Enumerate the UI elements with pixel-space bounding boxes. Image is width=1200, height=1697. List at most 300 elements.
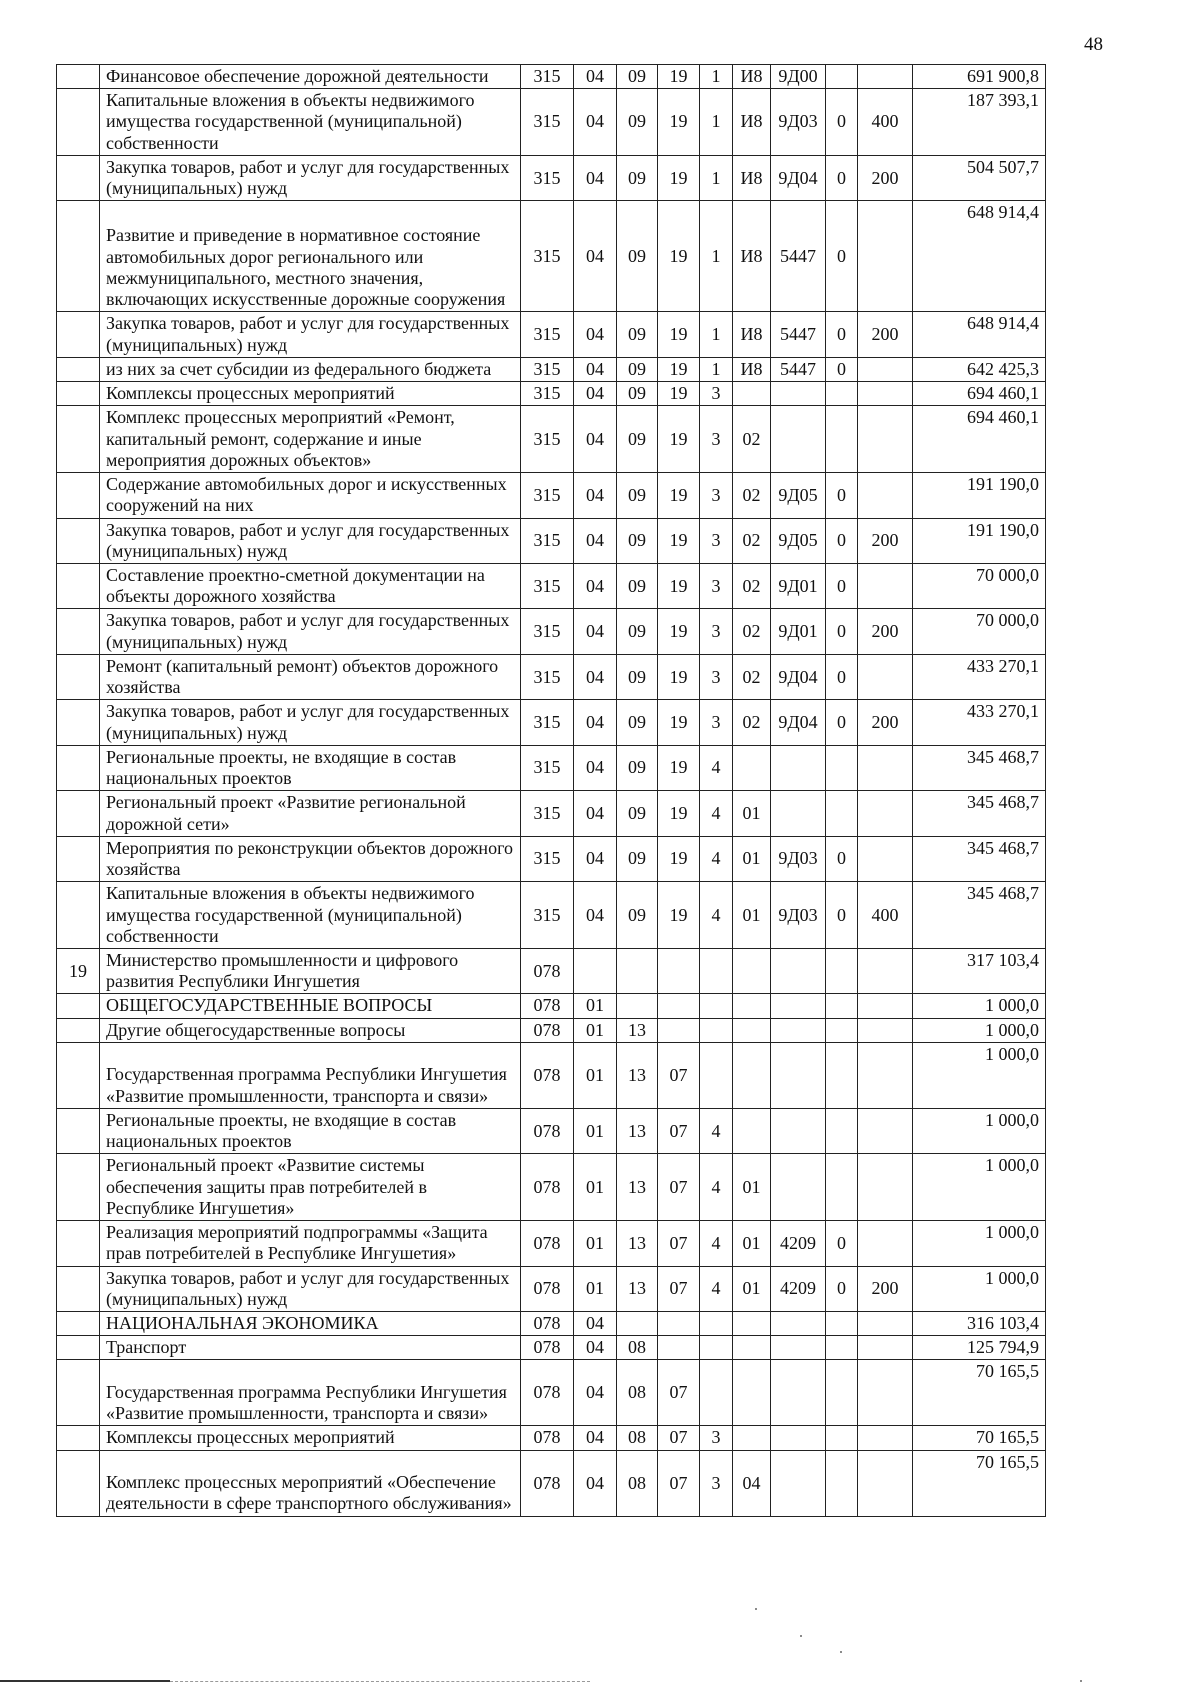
code-direction	[771, 1154, 826, 1221]
code-subsection: 09	[617, 357, 658, 381]
footer-dashed-rule	[170, 1681, 590, 1682]
code-ministry: 315	[521, 791, 574, 836]
code-program: 19	[658, 357, 700, 381]
code-subsection: 13	[617, 1266, 658, 1311]
row-name: НАЦИОНАЛЬНАЯ ЭКОНОМИКА	[100, 1312, 521, 1336]
code-section: 04	[574, 312, 617, 357]
code-project: 02	[733, 700, 771, 745]
row-amount: 642 425,3	[913, 357, 1046, 381]
code-expense-type	[858, 357, 913, 381]
code-subsection: 09	[617, 382, 658, 406]
code-element	[826, 1450, 858, 1516]
code-element	[826, 1426, 858, 1450]
table-row	[57, 1108, 1046, 1153]
budget-table	[56, 64, 1046, 1517]
row-number	[57, 406, 100, 473]
code-project: И8	[733, 357, 771, 381]
code-program: 19	[658, 473, 700, 518]
row-name: Содержание автомобильных дорог и искусственных сооружений на них	[100, 473, 521, 518]
code-subprogram: 1	[700, 155, 733, 200]
code-project: 01	[733, 836, 771, 881]
code-direction: 5447	[771, 312, 826, 357]
table-row	[57, 406, 1046, 473]
code-direction: 5447	[771, 201, 826, 312]
code-program: 19	[658, 89, 700, 156]
code-subsection: 09	[617, 745, 658, 790]
code-ministry: 315	[521, 518, 574, 563]
code-ministry: 315	[521, 201, 574, 312]
row-number	[57, 654, 100, 699]
row-name: Комплексы процессных мероприятий	[100, 1426, 521, 1450]
code-ministry: 078	[521, 1221, 574, 1266]
code-subprogram	[700, 994, 733, 1018]
code-expense-type	[858, 745, 913, 790]
code-direction	[771, 1042, 826, 1108]
code-subprogram: 3	[700, 1426, 733, 1450]
table-row	[57, 700, 1046, 745]
code-ministry: 078	[521, 1018, 574, 1042]
code-section: 04	[574, 65, 617, 89]
code-ministry: 315	[521, 382, 574, 406]
code-expense-type: 200	[858, 609, 913, 654]
table-row	[57, 1018, 1046, 1042]
row-number	[57, 201, 100, 312]
row-amount: 1 000,0	[913, 1042, 1046, 1108]
code-subsection: 13	[617, 1221, 658, 1266]
code-subprogram: 3	[700, 1450, 733, 1516]
code-subsection: 09	[617, 155, 658, 200]
row-name: Транспорт	[100, 1336, 521, 1360]
code-program: 19	[658, 882, 700, 949]
code-program: 07	[658, 1266, 700, 1311]
code-project	[733, 1360, 771, 1426]
code-subsection: 09	[617, 836, 658, 881]
row-name: Закупка товаров, работ и услуг для государственных (муниципальных) нужд	[100, 609, 521, 654]
code-ministry: 078	[521, 994, 574, 1018]
code-direction: 9Д03	[771, 89, 826, 156]
code-subprogram: 4	[700, 882, 733, 949]
code-project: И8	[733, 155, 771, 200]
code-section: 01	[574, 1018, 617, 1042]
code-program	[658, 1312, 700, 1336]
code-section: 04	[574, 1336, 617, 1360]
code-expense-type	[858, 1426, 913, 1450]
code-program: 19	[658, 201, 700, 312]
code-direction: 5447	[771, 357, 826, 381]
code-direction: 9Д00	[771, 65, 826, 89]
code-element	[826, 65, 858, 89]
code-program	[658, 948, 700, 993]
code-project: 01	[733, 1266, 771, 1311]
code-ministry: 315	[521, 563, 574, 608]
code-expense-type	[858, 65, 913, 89]
row-number	[57, 89, 100, 156]
row-amount: 345 468,7	[913, 836, 1046, 881]
row-amount: 1 000,0	[913, 1108, 1046, 1153]
code-subprogram: 3	[700, 700, 733, 745]
row-amount: 317 103,4	[913, 948, 1046, 993]
code-section: 04	[574, 791, 617, 836]
row-name: из них за счет субсидии из федерального бюджета	[100, 357, 521, 381]
code-subprogram	[700, 1042, 733, 1108]
code-direction: 9Д03	[771, 836, 826, 881]
table-row	[57, 836, 1046, 881]
code-subprogram	[700, 1336, 733, 1360]
code-project: 01	[733, 1221, 771, 1266]
code-subsection: 09	[617, 609, 658, 654]
row-amount: 648 914,4	[913, 201, 1046, 312]
row-name: Мероприятия по реконструкции объектов дорожного хозяйства	[100, 836, 521, 881]
code-element	[826, 1018, 858, 1042]
code-expense-type	[858, 563, 913, 608]
table-row	[57, 654, 1046, 699]
code-subsection: 08	[617, 1450, 658, 1516]
code-expense-type: 200	[858, 518, 913, 563]
code-ministry: 315	[521, 65, 574, 89]
code-subprogram: 1	[700, 65, 733, 89]
code-expense-type: 400	[858, 882, 913, 949]
row-name: Закупка товаров, работ и услуг для государственных (муниципальных) нужд	[100, 700, 521, 745]
code-section: 04	[574, 745, 617, 790]
code-section: 04	[574, 201, 617, 312]
row-name: Финансовое обеспечение дорожной деятельности	[100, 65, 521, 89]
row-number	[57, 1266, 100, 1311]
code-expense-type	[858, 406, 913, 473]
row-name: Закупка товаров, работ и услуг для государственных (муниципальных) нужд	[100, 518, 521, 563]
code-section: 04	[574, 563, 617, 608]
row-name: Закупка товаров, работ и услуг для государственных (муниципальных) нужд	[100, 312, 521, 357]
code-element: 0	[826, 89, 858, 156]
code-element: 0	[826, 654, 858, 699]
row-amount: 691 900,8	[913, 65, 1046, 89]
code-element	[826, 948, 858, 993]
row-name: Комплекс процессных мероприятий «Ремонт, капитальный ремонт, содержание и иные мероприятия дорожных объектов»	[100, 406, 521, 473]
row-amount: 433 270,1	[913, 700, 1046, 745]
code-expense-type: 200	[858, 700, 913, 745]
row-amount: 316 103,4	[913, 1312, 1046, 1336]
code-section: 04	[574, 836, 617, 881]
code-program: 07	[658, 1426, 700, 1450]
code-program: 19	[658, 654, 700, 699]
code-subprogram	[700, 1018, 733, 1042]
code-expense-type	[858, 1221, 913, 1266]
table-row	[57, 155, 1046, 200]
code-expense-type	[858, 948, 913, 993]
code-subsection: 13	[617, 1042, 658, 1108]
row-amount: 187 393,1	[913, 89, 1046, 156]
code-element	[826, 994, 858, 1018]
code-program: 19	[658, 65, 700, 89]
row-amount: 125 794,9	[913, 1336, 1046, 1360]
code-program: 19	[658, 406, 700, 473]
row-name: Комплекс процессных мероприятий «Обеспечение деятельности в сфере транспортного обслуживания»	[100, 1450, 521, 1516]
code-program: 19	[658, 312, 700, 357]
code-element	[826, 406, 858, 473]
code-program: 19	[658, 836, 700, 881]
code-element: 0	[826, 836, 858, 881]
code-project: 02	[733, 563, 771, 608]
code-expense-type	[858, 1042, 913, 1108]
code-element	[826, 1108, 858, 1153]
code-expense-type	[858, 1154, 913, 1221]
code-subsection: 09	[617, 882, 658, 949]
code-direction: 9Д03	[771, 882, 826, 949]
code-direction: 9Д05	[771, 473, 826, 518]
code-expense-type: 200	[858, 155, 913, 200]
table-row	[57, 1450, 1046, 1516]
code-program: 07	[658, 1108, 700, 1153]
code-project: И8	[733, 201, 771, 312]
row-name: Министерство промышленности и цифрового развития Республики Ингушетия	[100, 948, 521, 993]
code-direction	[771, 1018, 826, 1042]
code-project: 02	[733, 518, 771, 563]
code-ministry: 315	[521, 745, 574, 790]
row-name: Капитальные вложения в объекты недвижимого имущества государственной (муниципальной) собственности	[100, 89, 521, 156]
code-subsection	[617, 994, 658, 1018]
row-name: Региональный проект «Развитие системы обеспечения защиты прав потребителей в Республике Ингушетия»	[100, 1154, 521, 1221]
table-row	[57, 473, 1046, 518]
row-name: Государственная программа Республики Ингушетия «Развитие промышленности, транспорта и связи»	[100, 1360, 521, 1426]
code-section: 01	[574, 1108, 617, 1153]
code-program	[658, 1018, 700, 1042]
code-subsection: 09	[617, 406, 658, 473]
code-section: 04	[574, 473, 617, 518]
code-project	[733, 1426, 771, 1450]
table-row	[57, 89, 1046, 156]
row-number	[57, 1221, 100, 1266]
row-number	[57, 791, 100, 836]
code-section: 04	[574, 700, 617, 745]
code-direction: 4209	[771, 1266, 826, 1311]
code-expense-type	[858, 1450, 913, 1516]
row-number	[57, 155, 100, 200]
table-row	[57, 312, 1046, 357]
row-name: Развитие и приведение в нормативное состояние автомобильных дорог регионального или межмуниципального, местного значения, включающих искусственные дорожные сооружения	[100, 201, 521, 312]
code-project	[733, 1018, 771, 1042]
code-section: 01	[574, 1042, 617, 1108]
code-subsection: 09	[617, 65, 658, 89]
code-ministry: 315	[521, 406, 574, 473]
code-section: 04	[574, 882, 617, 949]
code-ministry: 315	[521, 312, 574, 357]
code-project: 01	[733, 791, 771, 836]
code-direction	[771, 1426, 826, 1450]
code-element: 0	[826, 563, 858, 608]
code-subsection: 08	[617, 1360, 658, 1426]
code-project	[733, 1336, 771, 1360]
code-subprogram: 3	[700, 518, 733, 563]
code-subsection: 09	[617, 791, 658, 836]
row-number	[57, 1154, 100, 1221]
code-subprogram	[700, 1312, 733, 1336]
code-element	[826, 1042, 858, 1108]
code-subsection: 09	[617, 700, 658, 745]
row-number	[57, 1312, 100, 1336]
code-program: 07	[658, 1221, 700, 1266]
code-subprogram: 4	[700, 791, 733, 836]
code-section: 04	[574, 654, 617, 699]
code-element: 0	[826, 1266, 858, 1311]
row-name: Комплексы процессных мероприятий	[100, 382, 521, 406]
code-direction	[771, 1312, 826, 1336]
row-number	[57, 1336, 100, 1360]
code-subprogram: 3	[700, 406, 733, 473]
table-row	[57, 1336, 1046, 1360]
table-row	[57, 1266, 1046, 1311]
code-program: 07	[658, 1450, 700, 1516]
code-subsection: 09	[617, 654, 658, 699]
code-subsection	[617, 948, 658, 993]
code-program: 07	[658, 1042, 700, 1108]
row-number	[57, 65, 100, 89]
table-row	[57, 1042, 1046, 1108]
code-program: 07	[658, 1154, 700, 1221]
code-ministry: 315	[521, 89, 574, 156]
code-expense-type	[858, 1108, 913, 1153]
code-subprogram	[700, 948, 733, 993]
code-element	[826, 791, 858, 836]
row-number	[57, 1426, 100, 1450]
code-expense-type	[858, 994, 913, 1018]
code-expense-type	[858, 654, 913, 699]
table-row	[57, 1221, 1046, 1266]
code-ministry: 078	[521, 1360, 574, 1426]
code-direction	[771, 1360, 826, 1426]
table-row	[57, 1426, 1046, 1450]
code-ministry: 078	[521, 948, 574, 993]
code-subsection: 13	[617, 1018, 658, 1042]
code-section: 01	[574, 1266, 617, 1311]
code-direction: 9Д01	[771, 563, 826, 608]
code-subsection: 09	[617, 201, 658, 312]
table-row	[57, 994, 1046, 1018]
table-row	[57, 382, 1046, 406]
row-number	[57, 473, 100, 518]
code-subprogram: 3	[700, 654, 733, 699]
code-element	[826, 1154, 858, 1221]
code-project	[733, 1108, 771, 1153]
table-body	[57, 65, 1046, 1517]
code-direction: 9Д04	[771, 700, 826, 745]
code-direction	[771, 745, 826, 790]
code-expense-type: 400	[858, 89, 913, 156]
row-number	[57, 994, 100, 1018]
code-subprogram: 4	[700, 1266, 733, 1311]
row-amount: 70 165,5	[913, 1426, 1046, 1450]
row-number	[57, 312, 100, 357]
table-row	[57, 1312, 1046, 1336]
footer-rule	[0, 1680, 170, 1682]
table-row	[57, 882, 1046, 949]
table-row	[57, 948, 1046, 993]
row-number	[57, 1450, 100, 1516]
row-amount: 70 000,0	[913, 563, 1046, 608]
code-program: 19	[658, 745, 700, 790]
code-project: 01	[733, 882, 771, 949]
row-name: Ремонт (капитальный ремонт) объектов дорожного хозяйства	[100, 654, 521, 699]
code-project: 01	[733, 1154, 771, 1221]
row-number: 19	[57, 948, 100, 993]
code-direction: 9Д04	[771, 654, 826, 699]
row-number	[57, 382, 100, 406]
code-subprogram: 4	[700, 836, 733, 881]
row-amount: 191 190,0	[913, 518, 1046, 563]
code-element: 0	[826, 155, 858, 200]
table-row	[57, 518, 1046, 563]
code-ministry: 315	[521, 836, 574, 881]
code-expense-type	[858, 836, 913, 881]
code-element: 0	[826, 201, 858, 312]
row-name: Закупка товаров, работ и услуг для государственных (муниципальных) нужд	[100, 1266, 521, 1311]
table-row	[57, 745, 1046, 790]
code-section: 04	[574, 1312, 617, 1336]
table-row	[57, 1360, 1046, 1426]
code-section: 04	[574, 406, 617, 473]
code-element: 0	[826, 882, 858, 949]
code-subsection: 09	[617, 563, 658, 608]
code-project: 02	[733, 654, 771, 699]
code-direction	[771, 948, 826, 993]
row-name: Региональные проекты, не входящие в состав национальных проектов	[100, 1108, 521, 1153]
code-ministry: 315	[521, 155, 574, 200]
code-section	[574, 948, 617, 993]
code-ministry: 078	[521, 1042, 574, 1108]
code-subprogram: 3	[700, 382, 733, 406]
code-section: 04	[574, 1360, 617, 1426]
row-amount: 70 165,5	[913, 1360, 1046, 1426]
row-name: Реализация мероприятий подпрограммы «Защита прав потребителей в Республике Ингушетия»	[100, 1221, 521, 1266]
code-program	[658, 994, 700, 1018]
code-ministry: 078	[521, 1426, 574, 1450]
code-subsection: 09	[617, 518, 658, 563]
code-project: И8	[733, 312, 771, 357]
code-project	[733, 994, 771, 1018]
code-subprogram: 3	[700, 473, 733, 518]
row-amount: 433 270,1	[913, 654, 1046, 699]
row-number	[57, 1018, 100, 1042]
row-number	[57, 700, 100, 745]
code-subsection: 09	[617, 473, 658, 518]
row-name: ОБЩЕГОСУДАРСТВЕННЫЕ ВОПРОСЫ	[100, 994, 521, 1018]
row-amount: 191 190,0	[913, 473, 1046, 518]
code-element: 0	[826, 518, 858, 563]
code-project	[733, 382, 771, 406]
row-number	[57, 1108, 100, 1153]
row-number	[57, 882, 100, 949]
code-subprogram: 1	[700, 201, 733, 312]
code-section: 04	[574, 1426, 617, 1450]
code-program: 07	[658, 1360, 700, 1426]
code-project: 02	[733, 473, 771, 518]
code-expense-type	[858, 201, 913, 312]
table-row	[57, 201, 1046, 312]
code-section: 04	[574, 382, 617, 406]
code-section: 04	[574, 1450, 617, 1516]
code-subprogram: 4	[700, 745, 733, 790]
row-amount: 504 507,7	[913, 155, 1046, 200]
code-project: 02	[733, 609, 771, 654]
code-section: 01	[574, 1154, 617, 1221]
row-amount: 1 000,0	[913, 1154, 1046, 1221]
code-subprogram: 4	[700, 1221, 733, 1266]
code-project: 04	[733, 1450, 771, 1516]
code-ministry: 315	[521, 609, 574, 654]
code-section: 01	[574, 994, 617, 1018]
row-name: Государственная программа Республики Ингушетия «Развитие промышленности, транспорта и связи»	[100, 1042, 521, 1108]
code-expense-type	[858, 1018, 913, 1042]
code-subsection: 13	[617, 1108, 658, 1153]
code-element	[826, 745, 858, 790]
